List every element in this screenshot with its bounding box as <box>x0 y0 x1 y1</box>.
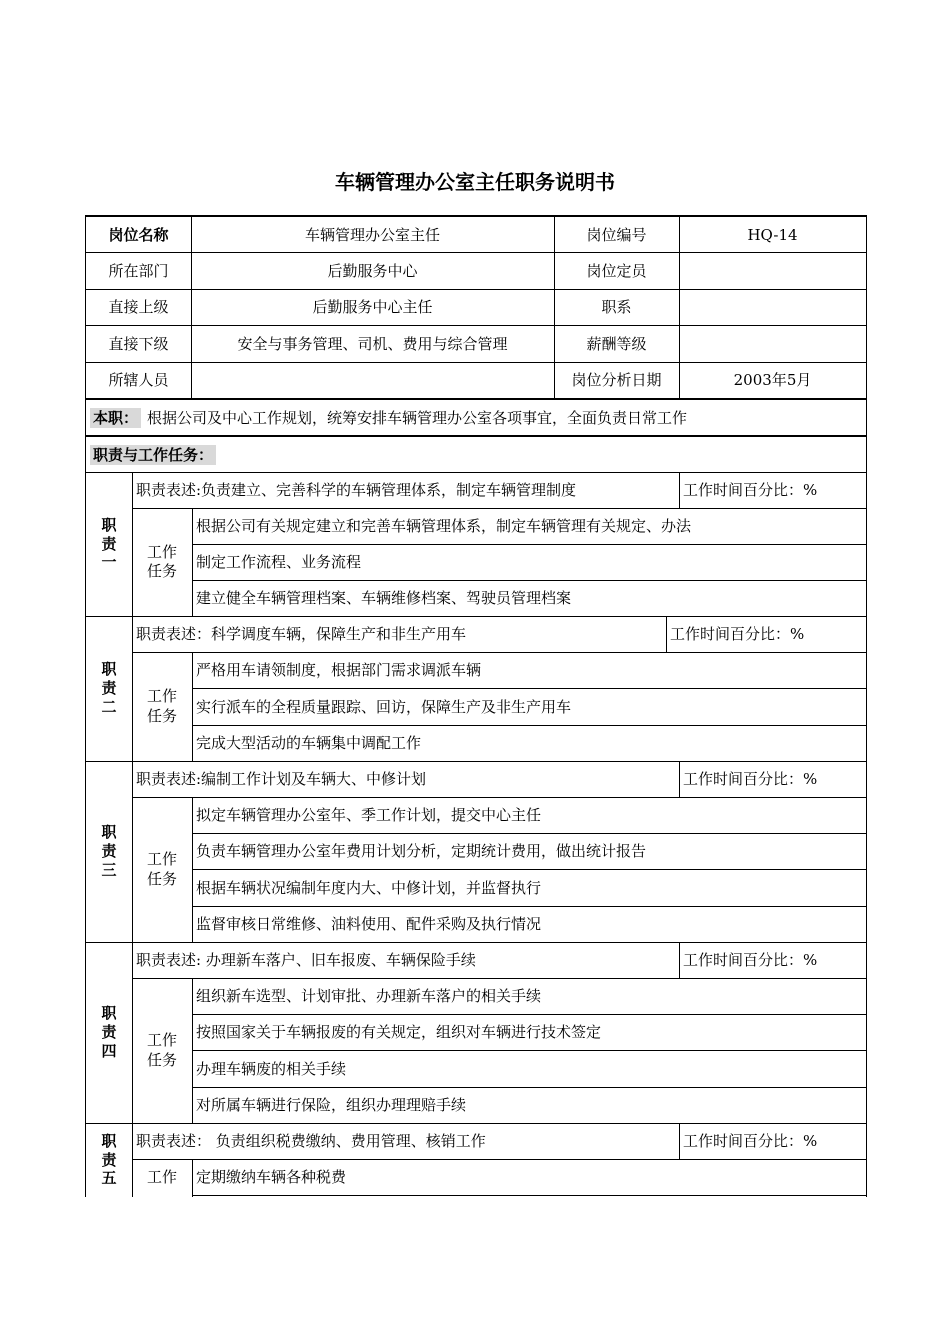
duty-3-task-label: 工作 任务 <box>146 850 177 888</box>
duties-header: 职责与工作任务： <box>90 445 216 465</box>
duty-4-time-pct: 工作时间百分比：% <box>683 951 818 969</box>
label-job-family: 职系 <box>601 298 632 316</box>
label-pay-grade: 薪酬等级 <box>586 334 647 353</box>
value-pay-grade <box>679 325 866 362</box>
value-position-code: HQ-14 <box>747 225 798 244</box>
duty-1-name: 职 责 一 <box>101 515 117 572</box>
value-job-family <box>679 289 866 325</box>
summary-text: 根据公司及中心工作规划，统筹安排车辆管理办公室各项事宜，全面负责日常工作 <box>147 408 688 427</box>
duty-2-time-pct: 工作时间百分比：% <box>670 625 805 643</box>
duty-2-name: 职 责 二 <box>101 660 117 716</box>
value-direct-superior: 后勤服务中心主任 <box>312 298 433 316</box>
label-staff-managed: 所辖人员 <box>108 371 169 389</box>
value-headcount <box>679 252 866 289</box>
duty-1-task-label: 工作 任务 <box>146 542 177 580</box>
duty-1-task-2: 制定工作流程、业务流程 <box>196 553 362 571</box>
duty-2-task-2: 实行派车的全程质量跟踪、回访，保障生产及非生产用车 <box>196 697 572 716</box>
duty-3-task-3: 根据车辆状况编制年度内大、中修计划，并监督执行 <box>196 878 542 897</box>
duty-1-desc: 职责表述:负责建立、完善科学的车辆管理体系，制定车辆管理制度 <box>136 481 577 499</box>
duty-3-task-1: 拟定车辆管理办公室年、季工作计划，提交中心主任 <box>196 806 542 824</box>
duty-3-task-4: 监督审核日常维修、油料使用、配件采购及执行情况 <box>196 915 542 933</box>
label-position-code: 岗位编号 <box>586 225 647 244</box>
duty-5-task-1: 定期缴纳车辆各种税费 <box>196 1168 347 1186</box>
label-analysis-date: 岗位分析日期 <box>571 371 662 389</box>
label-headcount: 岗位定员 <box>586 261 647 280</box>
duty-1-time-pct: 工作时间百分比：% <box>683 481 818 499</box>
value-staff-managed <box>191 362 554 398</box>
value-direct-subordinates: 安全与事务管理、司机、费用与综合管理 <box>237 334 508 353</box>
label-direct-superior: 直接上级 <box>108 298 169 316</box>
duty-3-time-pct: 工作时间百分比：% <box>683 770 818 788</box>
duty-3-desc: 职责表述:编制工作计划及车辆大、中修计划 <box>136 770 427 788</box>
duty-3-name: 职 责 三 <box>101 823 117 879</box>
duty-1-task-1: 根据公司有关规定建立和完善车辆管理体系，制定车辆管理有关规定、办法 <box>196 517 692 535</box>
duty-4-task-1: 组织新车选型、计划审批、办理新车落户的相关手续 <box>196 987 542 1005</box>
value-department: 后勤服务中心 <box>327 261 418 280</box>
summary-label: 本职： <box>90 408 141 428</box>
duty-3-task-2: 负责车辆管理办公室年费用计划分析，定期统计费用，做出统计报告 <box>196 842 647 860</box>
label-position-name: 岗位名称 <box>108 225 169 244</box>
duty-4-task-label: 工作 任务 <box>146 1031 177 1069</box>
duty-4-task-4: 对所属车辆进行保险，组织办理理赔手续 <box>196 1096 467 1114</box>
page-title: 车辆管理办公室主任职务说明书 <box>335 170 615 194</box>
job-description-table <box>85 215 867 1197</box>
duty-2-task-label: 工作 任务 <box>146 687 177 725</box>
label-direct-subordinates: 直接下级 <box>108 334 169 353</box>
duty-1-task-3: 建立健全车辆管理档案、车辆维修档案、驾驶员管理档案 <box>196 589 572 607</box>
duty-4-desc: 职责表述: 办理新车落户、旧车报废、车辆保险手续 <box>136 951 476 969</box>
duty-2-desc: 职责表述：科学调度车辆，保障生产和非生产用车 <box>136 625 467 643</box>
duty-2-task-3: 完成大型活动的车辆集中调配工作 <box>196 734 422 752</box>
duty-5-time-pct: 工作时间百分比：% <box>683 1132 818 1150</box>
summary-row <box>86 400 866 435</box>
value-analysis-date: 2003年5月 <box>733 371 812 389</box>
duty-2-task-1: 严格用车请领制度，根据部门需求调派车辆 <box>196 661 482 679</box>
duty-4-task-2: 按照国家关于车辆报废的有关规定，组织对车辆进行技术签定 <box>196 1023 602 1041</box>
duty-4-task-3: 办理车辆废的相关手续 <box>196 1059 347 1078</box>
duty-5-name: 职 责 五 <box>101 1131 117 1188</box>
label-department: 所在部门 <box>108 261 169 280</box>
duty-5-desc: 职责表述： 负责组织税费缴纳、费用管理、核销工作 <box>136 1132 486 1150</box>
value-position-name: 车辆管理办公室主任 <box>304 225 440 244</box>
duties-header-row <box>86 437 866 472</box>
duty-4-name: 职 责 四 <box>101 1004 117 1060</box>
duty-5-task-label: 工作 <box>146 1168 177 1186</box>
